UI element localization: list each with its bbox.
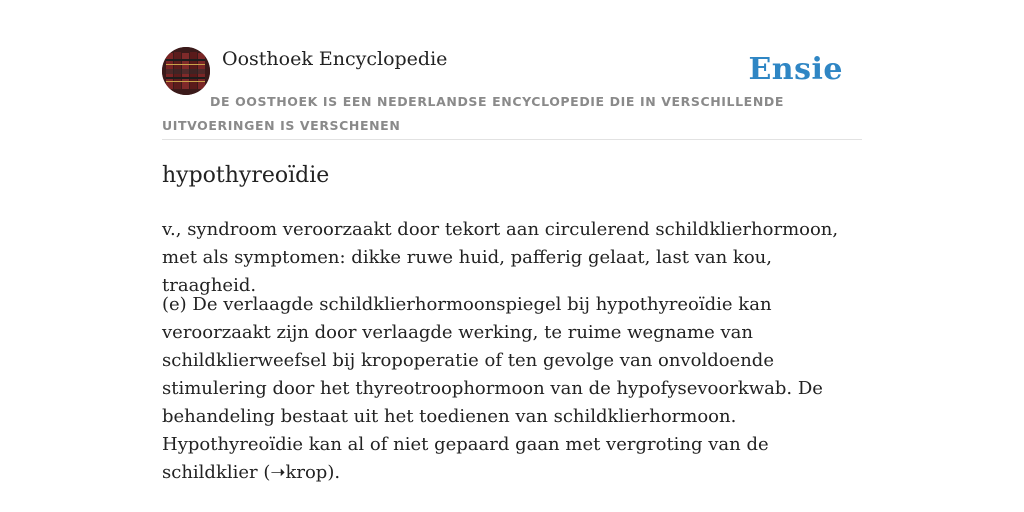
site-tagline: DE OOSTHOEK IS EEN NEDERLANDSE ENCYCLOPEDIE DIE IN VERSCHILLENDE UITVOERINGEN IS VERSCHENEN	[162, 94, 784, 133]
article-title: hypothyreoïdie	[162, 163, 330, 188]
site-header	[162, 44, 862, 140]
encyclopedia-books-avatar[interactable]	[162, 47, 210, 95]
site-name[interactable]: Oosthoek Encyclopedie	[222, 48, 448, 70]
explanation-paragraph: (e) De verlaagde schildklierhormoonspiegel bij hypothyreoïdie kan veroorzaakt zijn door verlaagde werking, te ruime wegname van schildklierweefsel bij kropoperatie of ten gevolge van onvoldoende stimulering door het thyreotroophormoon van de hypofysevoorkwab. De behandeling bestaat uit het toedienen van schildklierhormoon. Hypothyreoïdie kan al of niet gepaard gaan met vergroting van de schildklier (➝krop).	[162, 294, 823, 483]
books-image	[162, 47, 210, 95]
definition-paragraph: v., syndroom veroorzaakt door tekort aan circulerend schildklierhormoon, met als symptomen: dikke ruwe huid, pafferig gelaat, last van kou, traagheid.	[162, 219, 839, 296]
header-divider	[162, 139, 862, 140]
brand-logo-text[interactable]: Ensie	[748, 52, 843, 87]
